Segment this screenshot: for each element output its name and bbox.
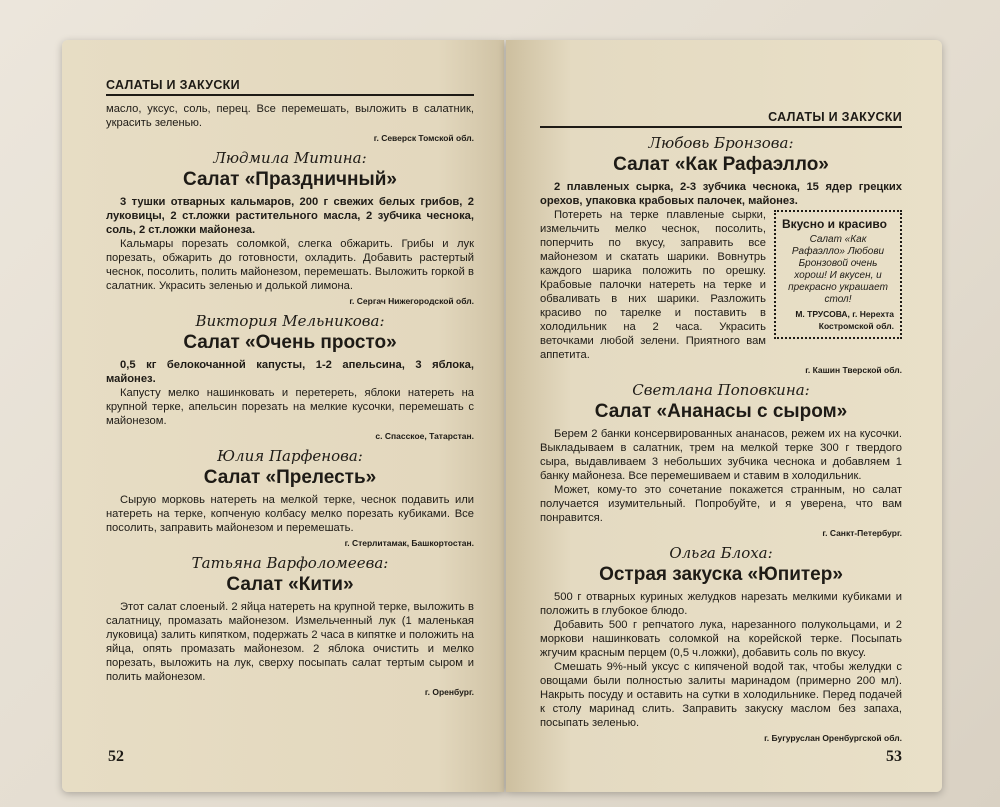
recipe-place: г. Бугуруслан Оренбургской обл. bbox=[764, 733, 902, 743]
recipe-author: Виктория Мельникова: bbox=[195, 312, 385, 330]
intro-place: г. Северск Томской обл. bbox=[373, 133, 474, 143]
running-head: САЛАТЫ И ЗАКУСКИ bbox=[540, 110, 902, 128]
tip-box bbox=[774, 210, 902, 339]
recipe-text: Капусту мелко нашинковать и перетереть, яблоки натереть на крупной терке, апельсин порезать на мелкие кусочки, перемешать с майонезом. bbox=[106, 387, 474, 427]
recipe-title: Салат «Очень просто» bbox=[183, 332, 397, 353]
recipe-author: Людмила Митина: bbox=[213, 149, 367, 167]
tip-title: Вкусно и красиво bbox=[782, 217, 887, 231]
recipe-title: Салат «Ананасы с сыром» bbox=[594, 401, 848, 422]
recipe-place: г. Кашин Тверской обл. bbox=[805, 365, 902, 375]
recipe-title: Салат «Кити» bbox=[226, 574, 354, 595]
tip-signature: М. ТРУСОВА, г. Нерехта Костромской обл. bbox=[795, 309, 894, 331]
recipe bbox=[106, 447, 474, 548]
recipe bbox=[106, 554, 474, 697]
recipe-text-3: Смешать 9%-ный уксус с кипяченой водой так, чтобы желудки с овощами были полностью залиты маринадом (примерно 200 мл). Накрыть посуду и оставить на сутки в холодильнике. Перед подачей к столу маринад слить. Заправить закуску маслом без запаха, посыпать зеленью. bbox=[540, 661, 902, 729]
recipe-author: Юлия Парфенова: bbox=[217, 447, 363, 465]
recipe-place: с. Спасское, Татарстан. bbox=[375, 431, 474, 441]
recipe-author: Светлана Поповкина: bbox=[632, 381, 810, 399]
recipe-author: Ольга Блоха: bbox=[669, 544, 773, 562]
recipe-ingredients: 2 плавленых сырка, 2-3 зубчика чеснока, 15 ядер грецких орехов, упаковка крабовых палочек, майонез. bbox=[540, 181, 902, 207]
recipe-ingredients: 3 тушки отварных кальмаров, 200 г свежих белых грибов, 2 луковицы, 2 ст.ложки растительного масла, 2 зубчика чеснока, соль, 2 ст.ложки майонеза. bbox=[106, 196, 474, 236]
recipe-text: Потереть на терке плавленые сырки, измельчить мелко чеснок, посолить, поперчить по вкусу, заправить все майонезом и скатать шарики. Вовнутрь каждого шарика положить по орешку. Крабовые палочки натереть на терке и обваливать в них шарики. Разложить красиво по тарелке и поставить в холодильник на 2 часа. Украсить веточками любой зелени. Приятного вам аппетита. bbox=[540, 209, 766, 361]
recipe-title: Острая закуска «Юпитер» bbox=[599, 564, 843, 585]
recipe-title: Салат «Прелесть» bbox=[203, 467, 377, 488]
recipe-title: Салат «Праздничный» bbox=[182, 169, 397, 190]
recipe-place: г. Оренбург. bbox=[424, 687, 474, 697]
page-number: 53 bbox=[886, 748, 902, 765]
recipe bbox=[540, 544, 902, 743]
recipe bbox=[540, 381, 902, 538]
book-spread bbox=[62, 40, 942, 792]
recipe bbox=[540, 134, 902, 375]
right-page bbox=[506, 40, 942, 792]
recipe-text: Сырую морковь натереть на мелкой терке, чеснок подавить или натереть на терке, копченую колбасу мелко порезать кубиками. Все посолить, заправить майонезом и перемешать. bbox=[106, 494, 474, 534]
recipe-text-2: Добавить 500 г репчатого лука, нарезанного полукольцами, и 2 моркови нашинковать соломкой на корейской терке. Посыпать жгучим красным перцем (0,5 ч.ложки), добавить соль по вкусу. bbox=[540, 619, 902, 659]
running-head: САЛАТЫ И ЗАКУСКИ bbox=[106, 78, 474, 96]
recipe-place: г. Стерлитамак, Башкортостан. bbox=[344, 538, 474, 548]
recipe-text: Берем 2 банки консервированных ананасов, режем их на кусочки. Выкладываем в салатник, трем на мелкой терке 300 г твердого сыра, выдавливаем 3 небольших зубчика чеснока и добавляем 1 банку майонеза. Все перемешиваем и ставим в холодильник. bbox=[540, 428, 902, 482]
page-number: 52 bbox=[108, 748, 124, 765]
recipe bbox=[106, 312, 474, 441]
recipe-author: Любовь Бронзова: bbox=[648, 134, 794, 152]
recipe-text: Кальмары порезать соломкой, слегка обжарить. Грибы и лук порезать, обжарить до готовности, охладить. Добавить растертый чеснок, посолить, полить майонезом, перемешать. Выложить горкой в салатник. Украсить зеленью и долькой лимона. bbox=[106, 238, 474, 292]
recipe-text-2: Может, кому-то это сочетание покажется странным, но салат получается изумительный. Попробуйте, и я уверена, что вам понравится. bbox=[540, 484, 902, 524]
recipe-author: Татьяна Варфоломеева: bbox=[191, 554, 389, 572]
intro-text: масло, уксус, соль, перец. Все перемешать, выложить в салатник, украсить зеленью. bbox=[106, 103, 474, 129]
tip-text: Салат «Как Рафаэлло» Любови Бронзовой очень хорош! И вкусен, и прекрасно украшает стол! bbox=[788, 234, 888, 305]
recipe-place: г. Санкт-Петербург. bbox=[822, 528, 902, 538]
recipe bbox=[106, 149, 474, 306]
recipe-ingredients: 0,5 кг белокочанной капусты, 1-2 апельсина, 3 яблока, майонез. bbox=[106, 359, 474, 385]
left-page bbox=[62, 40, 504, 792]
recipe-title: Салат «Как Рафаэлло» bbox=[613, 154, 829, 175]
recipe-text: 500 г отварных куриных желудков нарезать мелкими кубиками и положить в глубокое блюдо. bbox=[540, 591, 902, 617]
recipe-place: г. Сергач Нижегородской обл. bbox=[349, 296, 474, 306]
recipe-text: Этот салат слоеный. 2 яйца натереть на крупной терке, выложить в салатницу, промазать майонезом. Измельченный лук (1 маленькая луковица) залить кипятком, подержать 2 часа в кипятке и положить на яйца, опять промазать майонезом. 2 яблока очистить и мелко порезать, выложить на лук, сверху посыпать салат тертым сыром и полить майонезом. bbox=[106, 601, 474, 683]
